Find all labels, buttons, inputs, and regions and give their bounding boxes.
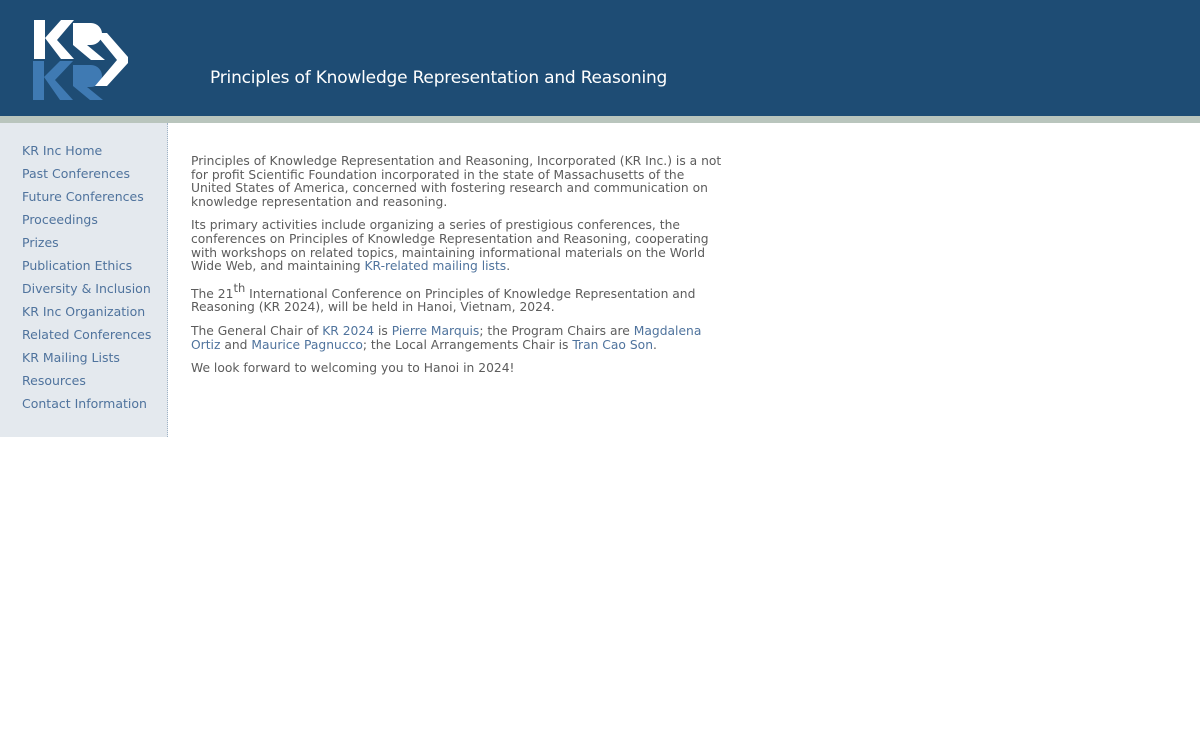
nav-item	[22, 324, 151, 347]
chairs-text-f: .	[653, 337, 657, 352]
activities-end: .	[506, 259, 511, 274]
nav-item	[22, 347, 151, 370]
intro-paragraph: Principles of Knowledge Representation and Reasoning, Incorporated (KR Inc.) is a not for profit Scientific Foundation incorporated in the state of Massachusetts of the United States of America, concerned with fostering research and communication on knowledge representation and reasoning.	[191, 154, 722, 209]
ordinal-suffix: th	[233, 280, 246, 295]
site-header	[0, 0, 1200, 116]
nav-item	[22, 163, 151, 186]
welcome-paragraph: We look forward to welcoming you to Hanoi in 2024!	[191, 361, 515, 376]
conference-pre: The 21	[191, 286, 234, 301]
general-chair-link[interactable]: Pierre Marquis	[391, 323, 480, 338]
conference-post: International Conference on Principles of Knowledge Representation and Reasoning (KR 2024), will be held in Hanoi, Vietnam, 2024.	[191, 286, 696, 315]
chairs-text-e: ; the Local Arrangements Chair is	[362, 337, 573, 352]
program-chair-link-1[interactable]: Magdalena Ortiz	[191, 323, 702, 352]
nav-link-resources[interactable]: Resources	[22, 373, 86, 388]
mailing-lists-link[interactable]: KR-related mailing lists	[364, 259, 507, 274]
activities-paragraph	[191, 219, 726, 273]
nav-link-proceedings[interactable]: Proceedings	[22, 212, 98, 227]
nav-item	[22, 140, 151, 163]
nav-list	[22, 140, 151, 416]
nav-link-future-conferences[interactable]: Future Conferences	[22, 189, 144, 204]
sidebar-nav	[0, 123, 168, 437]
nav-link-kr-inc-home[interactable]: KR Inc Home	[22, 143, 103, 158]
nav-link-publication-ethics[interactable]: Publication Ethics	[22, 258, 133, 273]
local-chair-link[interactable]: Tran Cao Son	[572, 337, 653, 352]
nav-link-kr-inc-organization[interactable]: KR Inc Organization	[22, 304, 146, 319]
kr-2024-link[interactable]: KR 2024	[322, 323, 375, 338]
nav-link-contact-information[interactable]: Contact Information	[22, 396, 147, 411]
nav-link-related-conferences[interactable]: Related Conferences	[22, 327, 152, 342]
main-content	[191, 155, 726, 386]
chairs-text-a: The General Chair of	[191, 323, 323, 338]
nav-link-diversity-inclusion[interactable]: Diversity & Inclusion	[22, 281, 151, 296]
nav-link-prizes[interactable]: Prizes	[22, 235, 59, 250]
nav-link-kr-mailing-lists[interactable]: KR Mailing Lists	[22, 350, 120, 365]
kr-logo-icon[interactable]	[33, 19, 129, 101]
nav-item	[22, 301, 151, 324]
nav-item	[22, 209, 151, 232]
activities-text: Its primary activities include organizing a series of prestigious conferences, the conferences on Principles of Knowledge Representation and Reasoning, cooperating with workshops on related topics, maintaining informational materials on the World Wide Web, and maintaining	[191, 218, 709, 274]
chairs-paragraph	[191, 325, 726, 352]
nav-item	[22, 186, 151, 209]
program-chair-link-2[interactable]: Maurice Pagnucco	[251, 337, 363, 352]
header-divider	[0, 116, 1200, 123]
site-title: Principles of Knowledge Representation and Reasoning	[210, 68, 668, 88]
chairs-text-c: ; the Program Chairs are	[479, 323, 634, 338]
nav-item	[22, 255, 151, 278]
kr-logo-svg	[33, 19, 129, 101]
nav-item	[22, 370, 151, 393]
nav-link-past-conferences[interactable]: Past Conferences	[22, 166, 130, 181]
conference-paragraph	[191, 280, 726, 315]
chairs-text-d: and	[220, 337, 252, 352]
nav-item	[22, 393, 151, 416]
chairs-text-b: is	[374, 323, 392, 338]
nav-item	[22, 232, 151, 255]
nav-item	[22, 278, 151, 301]
